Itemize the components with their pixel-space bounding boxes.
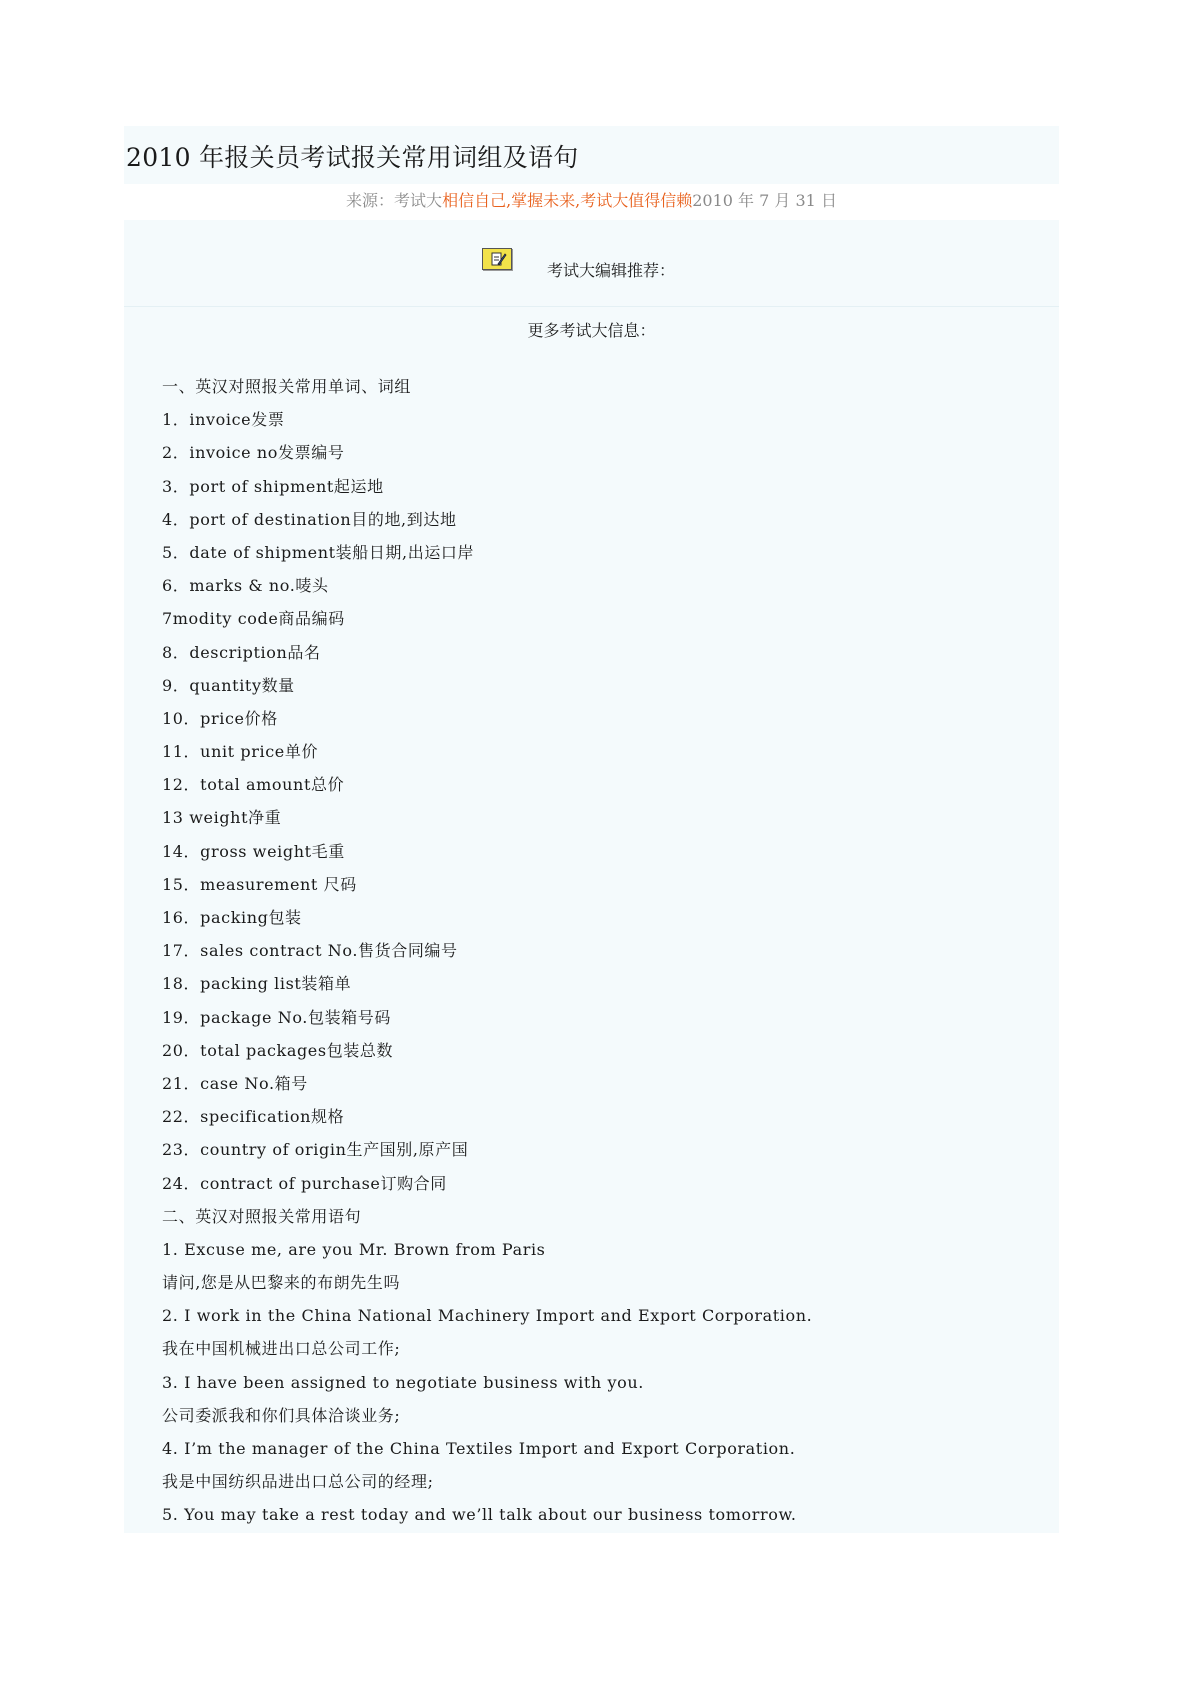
body-text	[162, 370, 1049, 1532]
publish-date: 2010 年 7 月 31 日	[692, 191, 837, 210]
list-item: 10．price价格	[162, 708, 278, 728]
list-item: 17．sales contract No.售货合同编号	[162, 941, 458, 961]
sentence-chinese: 我是中国纺织品进出口总公司的经理;	[162, 1472, 434, 1492]
sentence-english: 2. I work in the China National Machinery Import and Export Corporation.	[162, 1306, 813, 1326]
sentence-english: 5. You may take a rest today and we’ll talk about our business tomorrow.	[162, 1505, 797, 1525]
list-item: 8．description品名	[162, 642, 321, 662]
list-item: 16．packing包装	[162, 908, 302, 927]
list-item: 19．package No.包装箱号码	[162, 1007, 391, 1027]
sentence-english: 1. Excuse me, are you Mr. Brown from Paris	[162, 1239, 546, 1259]
source-slogan-link[interactable]: 相信自己,掌握未来,考试大值得信赖	[442, 191, 693, 210]
editor-recommend	[124, 220, 1059, 307]
list-item: 4．port of destination目的地,到达地	[162, 509, 457, 529]
list-item: 22．specification规格	[162, 1107, 345, 1127]
section-heading: 一、英汉对照报关常用单词、词组	[162, 377, 412, 396]
list-item: 5．date of shipment装船日期,出运口岸	[162, 542, 475, 562]
list-item: 15．measurement 尺码	[162, 874, 357, 894]
source-prefix: 来源：考试大	[346, 191, 443, 210]
sentence-chinese: 请问,您是从巴黎来的布朗先生吗	[162, 1273, 401, 1293]
sentence-english: 4. I’m the manager of the China Textiles Import and Export Corporation.	[162, 1439, 796, 1458]
article	[124, 126, 1059, 1533]
list-item: 11．unit price单价	[162, 742, 319, 762]
list-item: 23．country of origin生产国别,原产国	[162, 1140, 469, 1160]
recommend-label: 考试大编辑推荐：	[547, 261, 676, 280]
list-item: 13 weight净重	[162, 808, 282, 828]
list-item: 1．invoice发票	[162, 410, 285, 430]
source-line	[124, 184, 1059, 220]
list-item: 24．contract of purchase订购合同	[162, 1173, 447, 1193]
list-item: 21．case No.箱号	[162, 1073, 308, 1093]
list-item: 20．total packages包装总数	[162, 1040, 394, 1060]
list-item: 18．packing list装箱单	[162, 974, 352, 994]
list-item: 12．total amount总价	[162, 775, 345, 795]
edit-icon[interactable]	[482, 248, 512, 270]
list-item: 7modity code商品编码	[162, 609, 345, 629]
list-item: 2．invoice no发票编号	[162, 443, 345, 463]
list-item: 14．gross weight毛重	[162, 841, 345, 861]
list-item: 9．quantity数量	[162, 675, 295, 695]
more-info-label: 更多考试大信息：	[527, 321, 656, 340]
sentence-chinese: 公司委派我和你们具体洽谈业务;	[162, 1405, 401, 1425]
content-band	[124, 220, 1059, 1533]
title-band	[124, 126, 1059, 184]
list-item: 3．port of shipment起运地	[162, 476, 384, 496]
section-heading: 二、英汉对照报关常用语句	[162, 1206, 362, 1226]
sentence-english: 3. I have been assigned to negotiate business with you.	[162, 1372, 644, 1392]
sentence-chinese: 我在中国机械进出口总公司工作;	[162, 1339, 401, 1359]
page-title: 2010 年报关员考试报关常用词组及语句	[126, 143, 579, 172]
list-item: 6．marks & no.唛头	[162, 576, 329, 596]
